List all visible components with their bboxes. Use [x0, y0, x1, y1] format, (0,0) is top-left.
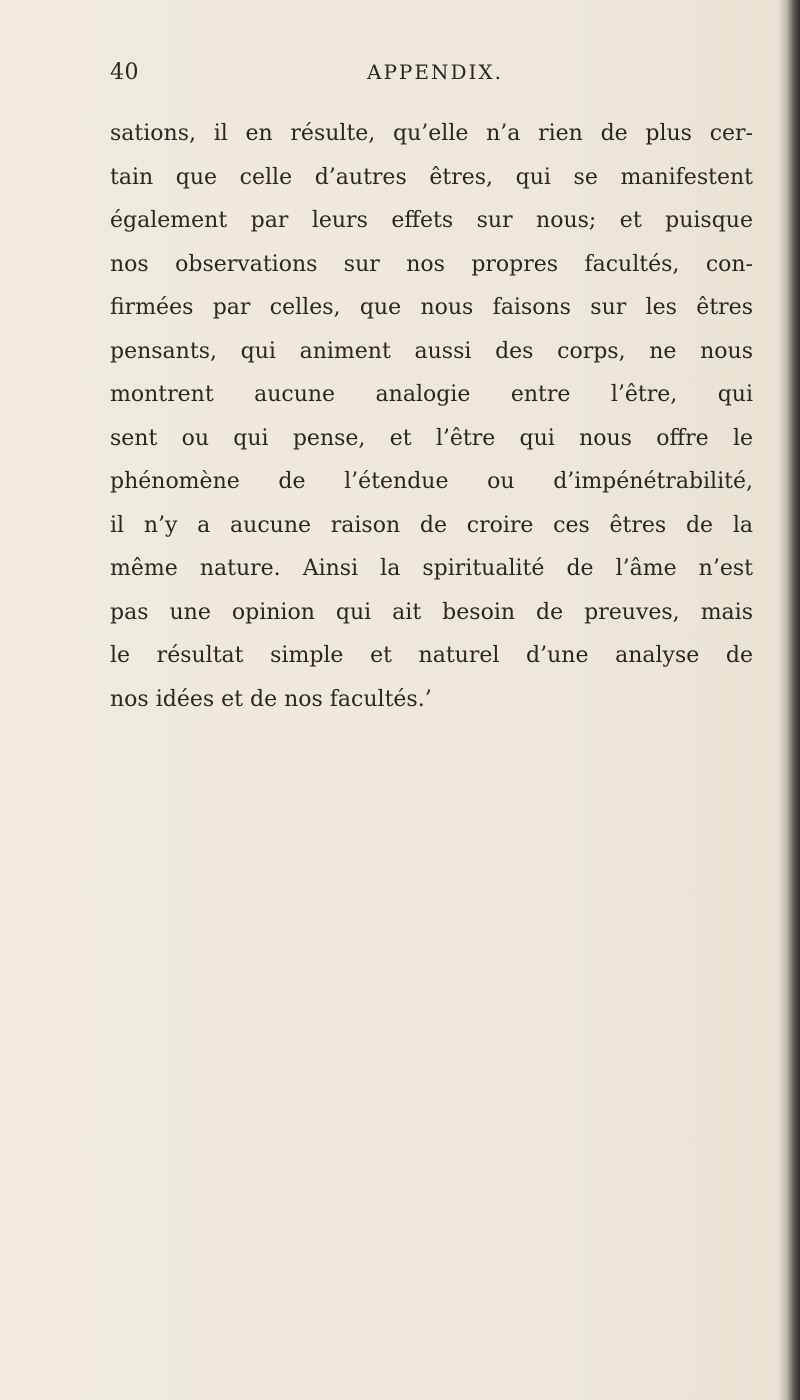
text-line: nos observations sur nos propres facultés, con-: [110, 251, 753, 277]
page-edge-shadow: [778, 0, 800, 1400]
text-line: montrent aucune analogie entre l’être, qui: [110, 382, 753, 407]
text-line: firmées par celles, que nous faisons sur les êtres: [110, 295, 753, 320]
text-line: tain que celle d’autres êtres, qui se manifestent: [110, 164, 753, 190]
text-line: le résultat simple et naturel d’une analyse de: [110, 643, 753, 668]
page-header: [110, 60, 750, 100]
text-line: pas une opinion qui ait besoin de preuves, mais: [110, 599, 753, 625]
page-number: 40: [110, 60, 139, 85]
text-line: pensants, qui animent aussi des corps, ne nous: [110, 338, 753, 364]
text-line: phénomène de l’étendue ou d’impénétrabilité,: [110, 469, 753, 494]
text-line: il n’y a aucune raison de croire ces êtres de la: [110, 512, 753, 538]
text-line: nos idées et de nos facultés.’: [110, 686, 432, 712]
text-line: également par leurs effets sur nous; et puisque: [110, 208, 753, 233]
body-text: [110, 112, 753, 721]
text-line: sations, il en résulte, qu’elle n’a rien de plus cer-: [110, 121, 753, 146]
text-line: sent ou qui pense, et l’être qui nous offre le: [110, 425, 753, 451]
text-line: même nature. Ainsi la spiritualité de l’âme n’est: [110, 556, 753, 581]
running-title: APPENDIX.: [367, 60, 503, 84]
